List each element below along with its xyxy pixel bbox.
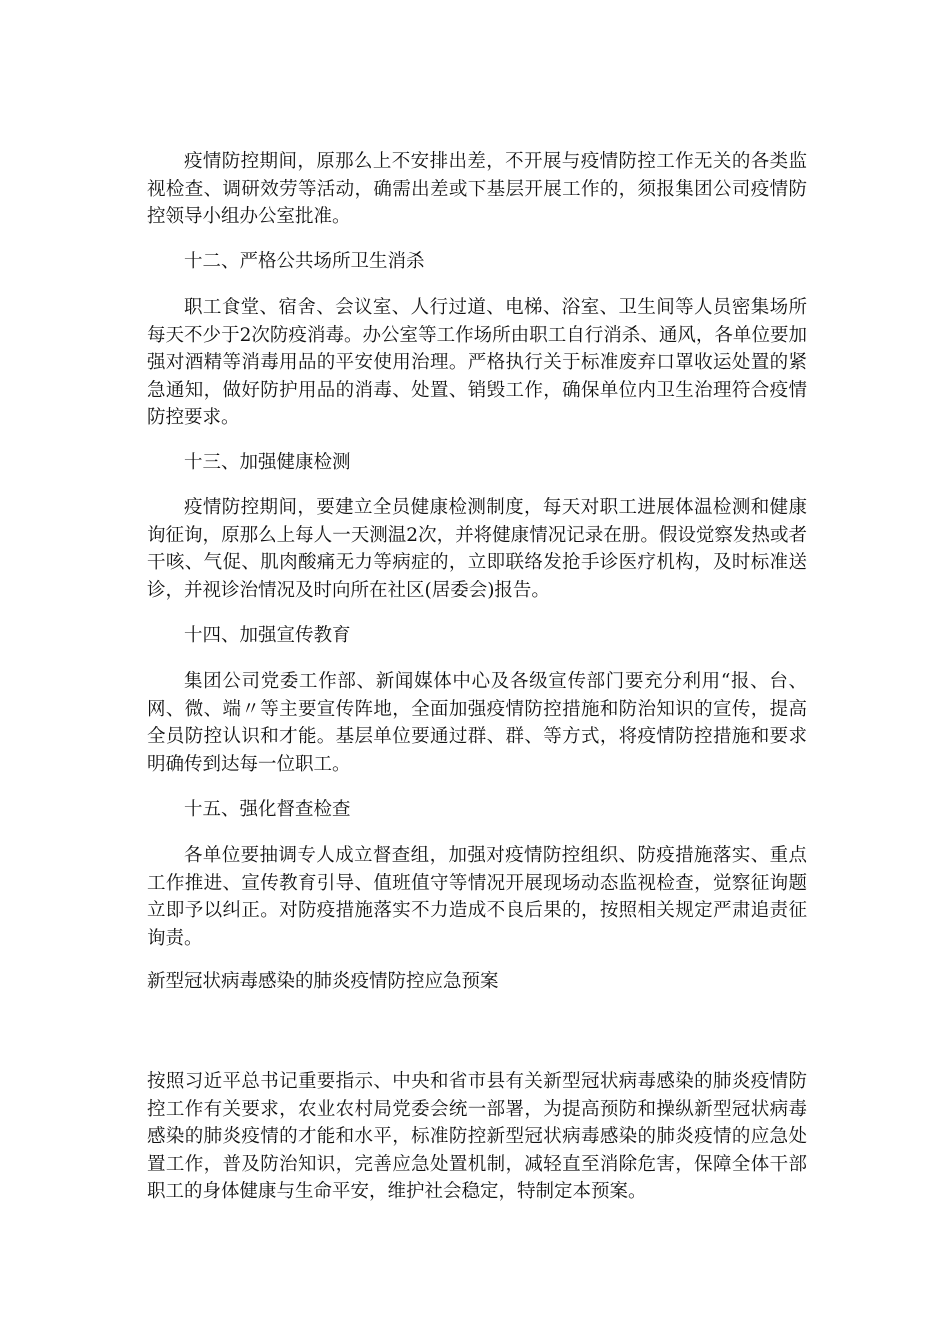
body-paragraph-health-monitoring: 疫情防控期间，要建立全员健康检测制度，每天对职工进展体温检测和健康询征询，原那么上每人一天测温2次，并将健康情况记录在册。假设觉察发热或者干咳、气促、肌肉酸痛无力等病症的，立即联络发抢手诊医疗机构，及时标准送诊，并视诊治情况及时向所在社区(居委会)报告。 xyxy=(147,497,807,601)
body-paragraph-disinfection: 职工食堂、宿舍、会议室、人行过道、电梯、浴室、卫生间等人员密集场所每天不少于2次防疫消毒。办公室等工作场所由职工自行消杀、通风，各单位要加强对酒精等消毒用品的平安使用治理。严格执行关于标准废弃口罩收运处置的紧急通知，做好防护用品的消毒、处置、销毁工作，确保单位内卫生治理符合疫情防控要求。 xyxy=(147,297,807,428)
body-paragraph-publicity: 集团公司党委工作部、新闻媒体中心及各级宣传部门要充分利用“报、台、网、微、端〃等主要宣传阵地，全面加强疫情防控措施和防治知识的宣传，提高全员防控认识和才能。基层单位要通过群、群、等方式，将疫情防控措施和要求明确传到达每一位职工。 xyxy=(147,671,807,775)
section-heading-13: 十三、加强健康检测 xyxy=(184,452,351,473)
body-paragraph-business-travel: 疫情防控期间，原那么上不安排出差，不开展与疫情防控工作无关的各类监视检查、调研效劳等活动，确需出差或下基层开展工作的，须报集团公司疫情防控领导小组办公室批准。 xyxy=(147,151,807,227)
section-heading-14: 十四、加强宣传教育 xyxy=(184,625,351,646)
body-paragraph-preamble: 按照习近平总书记重要指示、中央和省市县有关新型冠状病毒感染的肺炎疫情防控工作有关要求，农业农村局党委会统一部署，为提高预防和操纵新型冠状病毒感染的肺炎疫情的才能和水平，标准防控新型冠状病毒感染的肺炎疫情的应急处置工作，普及防治知识，完善应急处置机制，减轻直至消除危害，保障全体干部职工的身体健康与生命平安，维护社会稳定，特制定本预案。 xyxy=(147,1071,807,1202)
document-title: 新型冠状病毒感染的肺炎疫情防控应急预案 xyxy=(147,971,499,992)
body-paragraph-inspection: 各单位要抽调专人成立督查组，加强对疫情防控组织、防疫措施落实、重点工作推进、宣传教育引导、值班值守等情况开展现场动态监视检查，觉察征询题立即予以纠正。对防疫措施落实不力造成不良后果的，按照相关规定严肃追责征询责。 xyxy=(147,845,807,949)
section-heading-12: 十二、严格公共场所卫生消杀 xyxy=(184,251,425,272)
section-heading-15: 十五、强化督查检查 xyxy=(184,799,351,820)
